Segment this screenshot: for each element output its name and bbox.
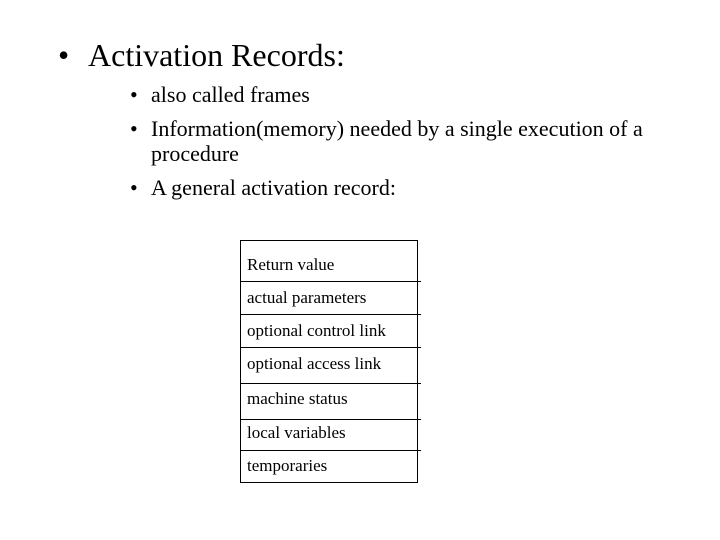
sub-bullet-text: A general activation record: <box>151 175 396 200</box>
sub-bullet-frames <box>130 82 690 107</box>
sub-bullet-list <box>130 82 690 209</box>
record-row-control-link: optional control link <box>247 321 386 340</box>
sub-bullet-text: Information(memory) needed by a single execution of a procedure <box>151 116 643 166</box>
record-divider <box>241 383 421 384</box>
record-divider <box>241 419 421 420</box>
record-row-local-variables: local variables <box>247 423 346 442</box>
sub-bullet-information <box>130 116 690 166</box>
record-divider <box>241 450 421 451</box>
record-divider <box>241 347 421 348</box>
main-bullet-dot: • <box>58 37 70 73</box>
record-row-temporaries: temporaries <box>247 456 328 475</box>
sub-bullet-dot: • <box>130 175 138 200</box>
main-bullet-title: Activation Records: <box>88 37 345 73</box>
sub-bullet-dot: • <box>130 116 138 141</box>
sub-bullet-dot: • <box>130 82 138 107</box>
record-row-actual-parameters: actual parameters <box>247 288 367 307</box>
record-row-machine-status: machine status <box>247 389 348 408</box>
sub-bullet-text: also called frames <box>151 82 310 107</box>
record-row-return-value: Return value <box>247 255 335 274</box>
activation-record-diagram <box>240 240 418 483</box>
record-divider <box>241 314 421 315</box>
record-divider <box>241 281 421 282</box>
record-row-access-link: optional access link <box>247 354 382 373</box>
main-bullet <box>58 36 345 74</box>
sub-bullet-general-record <box>130 175 690 200</box>
